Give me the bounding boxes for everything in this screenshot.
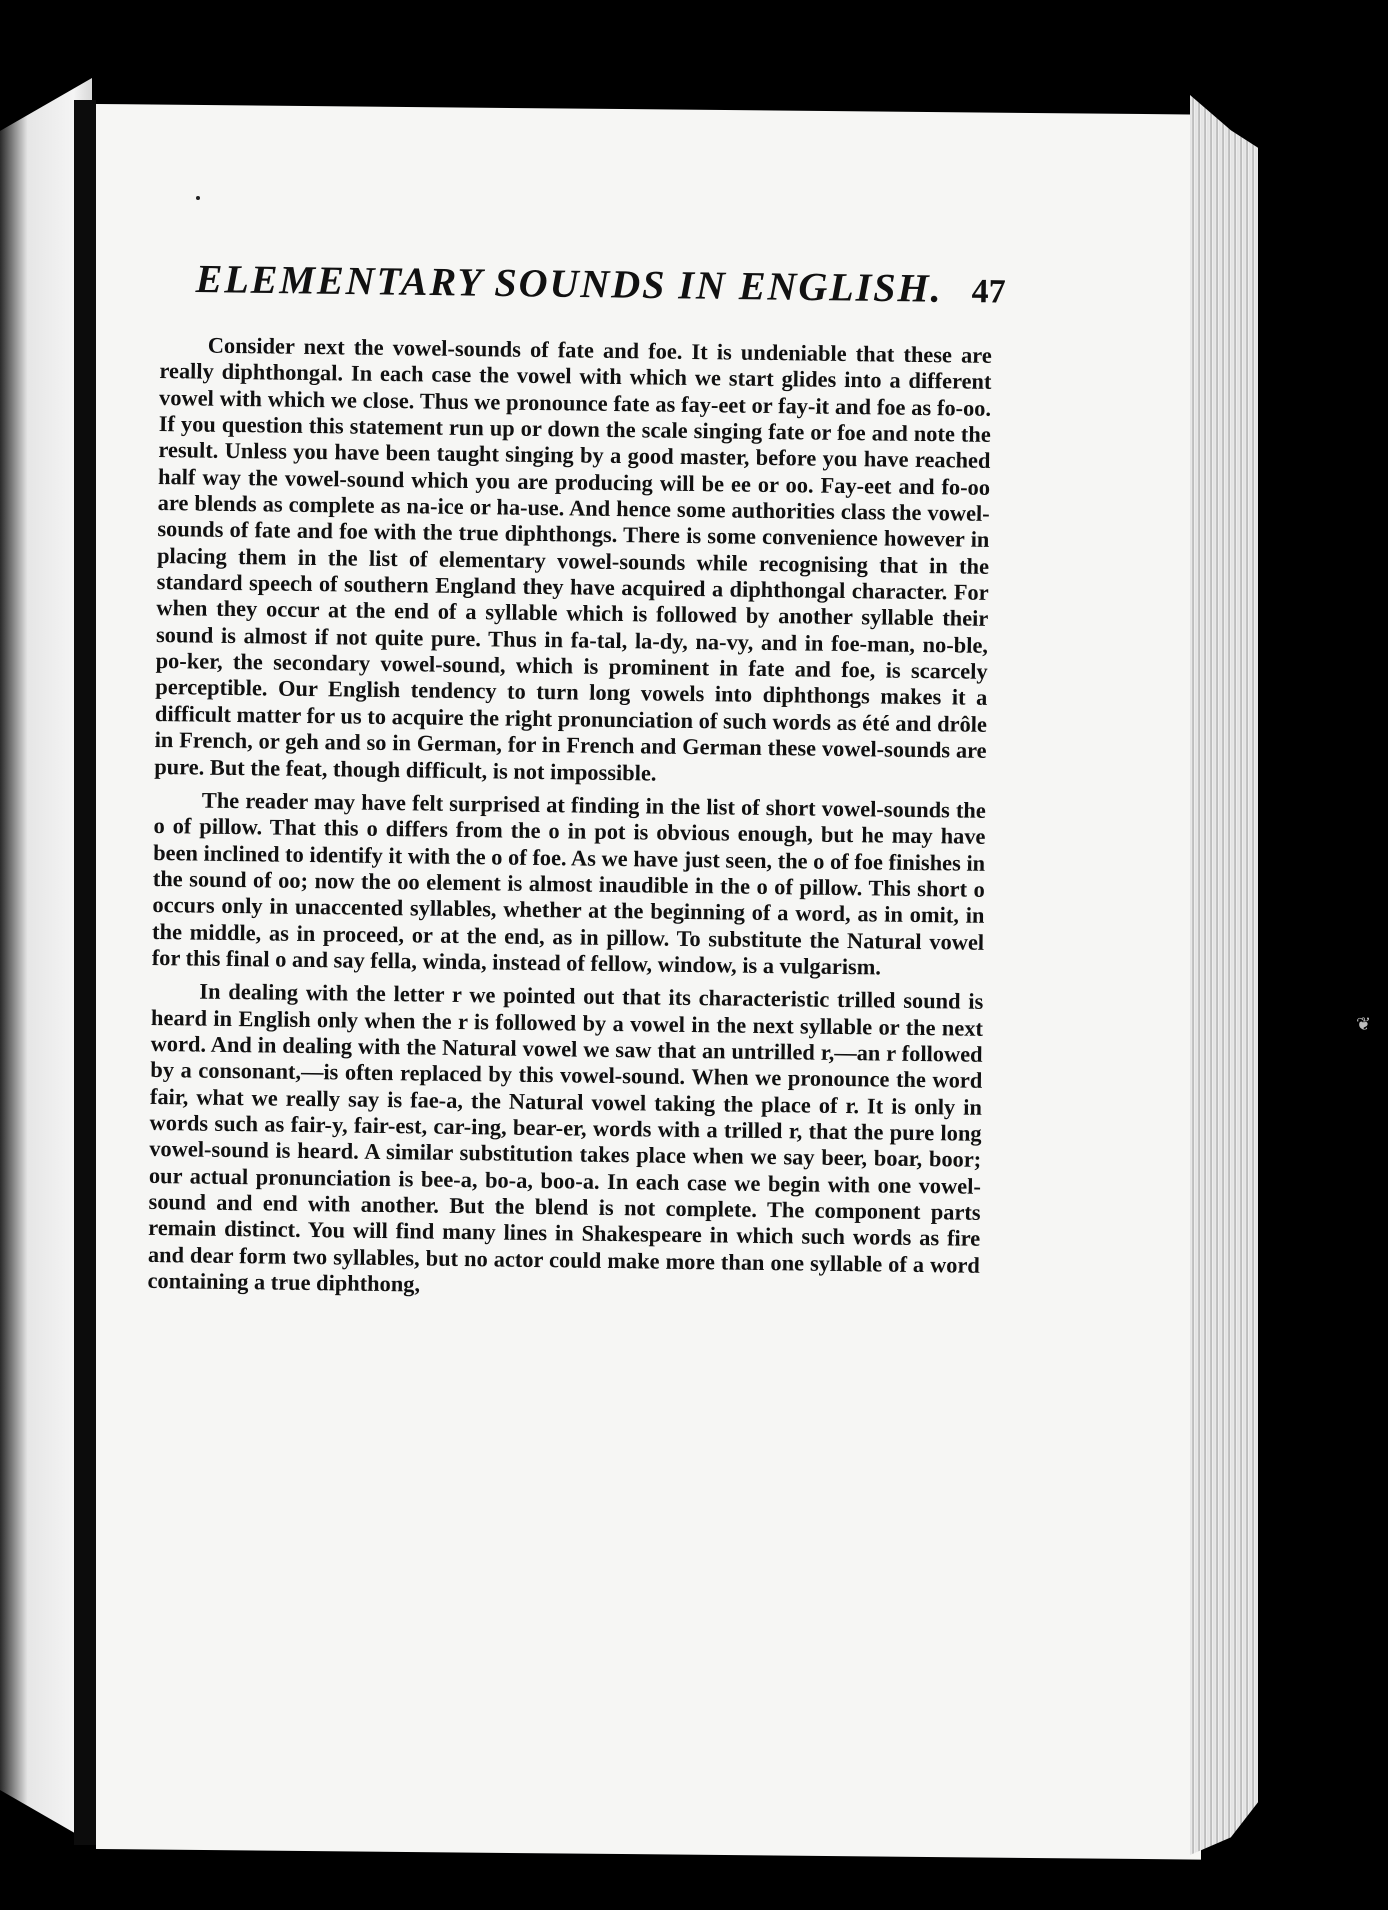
paragraph: Consider next the vowel-sounds of fate and foe. It is undeniable that these are really diphthongal. In each case the vowel with which we start glides into a different vowel with which we close. Thus we pronounce fate as fay-eet or fay-it and foe as fo-oo. If you question this statement run up or down the scale singing fate or foe and note the result. Unless you have been taught singing by a good master, before you have reached half way the vowel-sound which you are producing will be ee or oo. Fay-eet and fo-oo are blends as complete as na-ice or ha-use. And hence some authorities class the vowel-sounds of fate and foe with the true diphthongs. There is some convenience however in placing them in the list of elementary vowel-sounds while recognising that in the standard speech of southern England they have acquired a diphthongal character. For when they occur at the end of a syllable which is followed by another syllable their sound is almost if not quite pure. Thus in fa-tal, la-dy, na-vy, and in foe-man, no-ble, po-ker, the secondary vowel-sound, which is prominent in fate and foe, is scarcely perceptible. Our English tendency to turn long vowels into diphthongs makes it a difficult matter for us to acquire the right pronunciation of such words as été and drôle in French, or geh and so in German, for in French and German these vowel-sounds are pure. But the feat, though difficult, is not impossible. <box>154 332 992 786</box>
page-stack-edge <box>1190 95 1258 1855</box>
book-gutter <box>74 100 96 1845</box>
ink-speck <box>196 196 200 200</box>
paragraph: In dealing with the letter r we pointed out that its characteristic trilled sound is heard in English only when the r is followed by a vowel in the next syllable or the next word. And in dealing with the Natural vowel we saw that an untrilled r,—an r followed by a consonant,—is often replaced by this vowel-sound. When we pronounce the word fair, what we really say is fae-a, the Natural vowel taking the place of r. It is only in words such as fair-y, fair-est, car-ing, bear-er, words with a trilled r, that the pure long vowel-sound is heard. A similar substitution takes place when we say beer, boar, boor; our actual pronunciation is bee-a, bo-a, boo-a. In each case we begin with one vowel-sound and end with another. But the blend is not complete. The component parts remain distinct. You will find many lines in Shakespeare in which such words as fire and dear form two syllables, but no actor could make more than one syllable of a word containing a true diphthong, <box>147 978 984 1297</box>
running-head: ELEMENTARY SOUNDS IN ENGLISH. <box>195 255 943 311</box>
page-number: 47 <box>971 273 1006 311</box>
paragraph: The reader may have felt surprised at finding in the list of short vowel-sounds the o of pillow. That this o differs from the o in pot is obvious enough, but he may have been inclined to identify it with the o of foe. As we have just seen, the o of foe finishes in the sound of oo; now the oo element is almost inaudible in the o of pillow. This short o occurs only in unaccented syllables, whether at the beginning of a word, as in omit, in the middle, as in proceed, or at the end, as in pillow. To substitute the Natural vowel for this final o and say fella, winda, instead of fellow, window, is a vulgarism. <box>151 787 986 980</box>
scan-artifact: ❦ <box>1356 1014 1372 1034</box>
body-text <box>147 332 992 1312</box>
